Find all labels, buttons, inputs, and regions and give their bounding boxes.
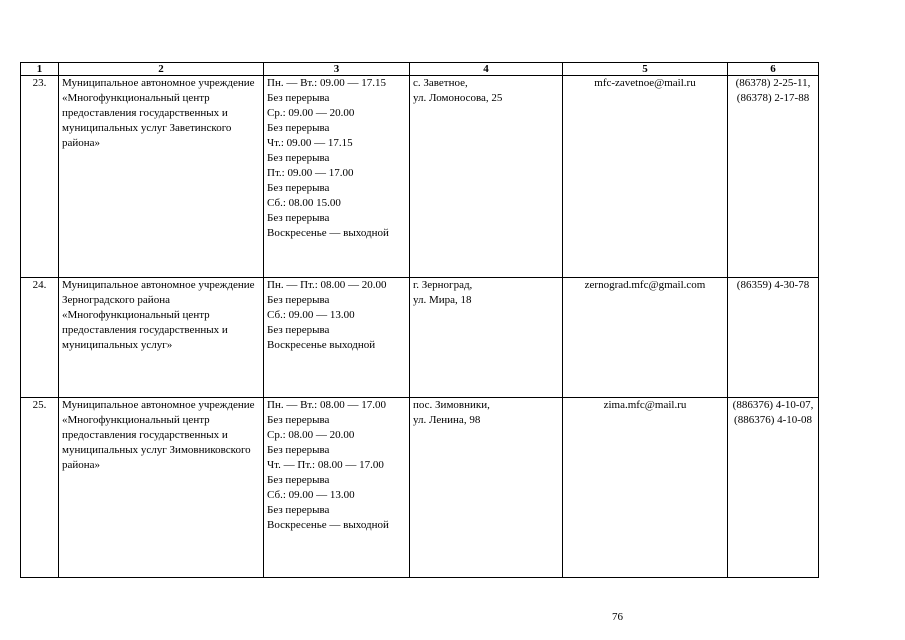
table-row [21, 398, 819, 578]
header-col-4: 4 [410, 63, 563, 76]
email: zima.mfc@mail.ru [563, 398, 728, 578]
hours-line: Без перерыва [267, 212, 330, 224]
row-number: 23. [21, 76, 59, 278]
working-hours [264, 76, 410, 278]
hours-line: Сб.: 08.00 15.00 [267, 197, 341, 209]
hours-line: Без перерыва [267, 294, 330, 306]
hours-line: Пн. — Вт.: 09.00 — 17.15 [267, 77, 386, 89]
hours-line: Воскресенье — выходной [267, 227, 389, 239]
hours-line: Пн. — Вт.: 08.00 — 17.00 [267, 399, 386, 411]
hours-line: Пт.: 09.00 — 17.00 [267, 167, 354, 179]
hours-line: Сб.: 09.00 — 13.00 [267, 489, 355, 501]
row-number: 24. [21, 278, 59, 398]
hours-line: Ср.: 09.00 — 20.00 [267, 107, 355, 119]
phone-line: (886376) 4-10-07, [732, 399, 814, 411]
address-line: г. Зерноград, [413, 279, 473, 291]
hours-line: Ср.: 08.00 — 20.00 [267, 429, 355, 441]
address-line: ул. Ленина, 98 [413, 414, 481, 426]
hours-line: Сб.: 09.00 — 13.00 [267, 309, 355, 321]
organization-name: Муниципальное автономное учреждение «Многофункциональный центр предоставления государственных и муниципальных услуг Зимовниковского района» [59, 398, 264, 578]
row-number: 25. [21, 398, 59, 578]
address-line: пос. Зимовники, [413, 399, 490, 411]
hours-line: Без перерыва [267, 474, 330, 486]
mfc-table [20, 62, 819, 578]
address-line: с. Заветное, [413, 77, 468, 89]
hours-line: Пн. — Пт.: 08.00 — 20.00 [267, 279, 387, 291]
header-col-3: 3 [264, 63, 410, 76]
working-hours [264, 398, 410, 578]
table-row [21, 76, 819, 278]
hours-line: Чт.: 09.00 — 17.15 [267, 137, 353, 149]
email: mfc-zavetnoe@mail.ru [563, 76, 728, 278]
table-row [21, 278, 819, 398]
phones [728, 76, 819, 278]
phone-line: (886376) 4-10-08 [734, 414, 812, 426]
header-row [21, 63, 819, 76]
header-col-2: 2 [59, 63, 264, 76]
hours-line: Без перерыва [267, 122, 330, 134]
address [410, 278, 563, 398]
phone-line: (86378) 2-17-88 [736, 92, 810, 104]
phones [728, 278, 819, 398]
hours-line: Без перерыва [267, 414, 330, 426]
hours-line: Без перерыва [267, 324, 330, 336]
phone-line: (86378) 2-25-11, [735, 77, 811, 89]
hours-line: Без перерыва [267, 92, 330, 104]
address [410, 76, 563, 278]
hours-line: Без перерыва [267, 152, 330, 164]
phone-line: (86359) 4-30-78 [736, 279, 810, 291]
address [410, 398, 563, 578]
hours-line: Чт. — Пт.: 08.00 — 17.00 [267, 459, 384, 471]
page-number: 76 [612, 611, 623, 623]
phones [728, 398, 819, 578]
working-hours [264, 278, 410, 398]
header-col-1: 1 [21, 63, 59, 76]
organization-name: Муниципальное автономное учреждение «Многофункциональный центр предоставления государственных и муниципальных услуг Заветинского района» [59, 76, 264, 278]
header-col-6: 6 [728, 63, 819, 76]
address-line: ул. Ломоносова, 25 [413, 92, 503, 104]
hours-line: Без перерыва [267, 504, 330, 516]
organization-name: Муниципальное автономное учреждение Зерноградского района «Многофункциональный центр предоставления государственных и муниципальных услуг» [59, 278, 264, 398]
header-col-5: 5 [563, 63, 728, 76]
page-number-container [0, 611, 905, 623]
hours-line: Без перерыва [267, 182, 330, 194]
hours-line: Без перерыва [267, 444, 330, 456]
email: zernograd.mfc@gmail.com [563, 278, 728, 398]
hours-line: Воскресенье — выходной [267, 519, 389, 531]
address-line: ул. Мира, 18 [413, 294, 472, 306]
hours-line: Воскресенье выходной [267, 339, 376, 351]
